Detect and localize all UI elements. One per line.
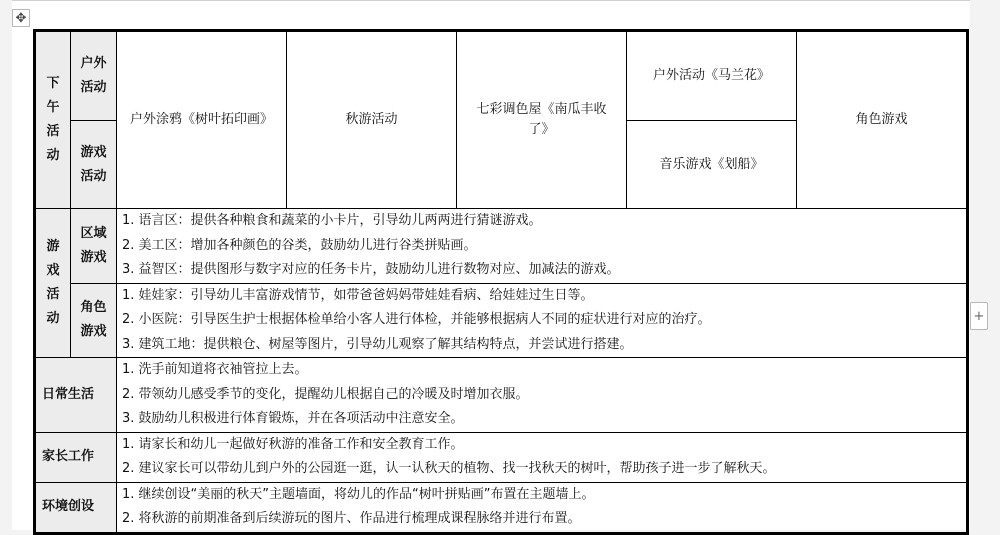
afternoon-cell-4-bottom: 音乐游戏《划船》 bbox=[627, 121, 797, 209]
list-item: 1. 娃娃家：引导幼儿丰富游戏情节，如带爸爸妈妈带娃娃看病、给娃娃过生日等。 bbox=[122, 287, 594, 303]
list-item: 1. 请家长和幼儿一起做好秋游的准备工作和安全教育工作。 bbox=[122, 436, 464, 452]
environment-label: 环境创设 bbox=[35, 482, 117, 533]
add-column-button[interactable] bbox=[970, 302, 988, 330]
daily-life-list bbox=[117, 358, 968, 433]
activity-plan-table bbox=[33, 29, 969, 535]
list-item: 2. 美工区：增加各种颜色的谷类，鼓励幼儿进行谷类拼贴画。 bbox=[122, 237, 477, 253]
list-item: 3. 益智区：提供图形与数字对应的任务卡片，鼓励幼儿进行数物对应、加减法的游戏。 bbox=[122, 262, 620, 277]
parent-work-list bbox=[117, 432, 968, 482]
list-item: 1. 洗手前知道将衣袖管拉上去。 bbox=[122, 362, 308, 377]
area-game-label: 区域 游戏 bbox=[71, 209, 117, 284]
afternoon-activity-label: 下 午 活 动 bbox=[35, 31, 71, 209]
move-arrows-icon: ✥ bbox=[15, 10, 27, 26]
list-item: 2. 建议家长可以带幼儿到户外的公园逛一逛，认一认秋天的植物、找一找秋天的树叶，帮助孩子进一步了解秋天。 bbox=[122, 461, 776, 476]
role-game-list bbox=[117, 283, 968, 358]
outdoor-activity-label: 户外 活动 bbox=[71, 31, 117, 121]
environment-list bbox=[117, 482, 968, 533]
activity-plan-sheet bbox=[33, 29, 966, 535]
list-item: 3. 建筑工地：提供粮仓、树屋等图片，引导幼儿观察了解其结构特点，并尝试进行搭建。 bbox=[122, 336, 633, 352]
game-activities-label: 游 戏 活 动 bbox=[35, 209, 71, 358]
plus-icon: + bbox=[973, 308, 985, 324]
table-move-handle[interactable] bbox=[12, 9, 30, 27]
list-item: 3. 鼓励幼儿积极进行体育锻炼，并在各项活动中注意安全。 bbox=[122, 411, 464, 426]
list-item: 2. 小医院：引导医生护士根据体检单给小客人进行体检，并能够根据病人不同的症状进行对应的治疗。 bbox=[122, 312, 711, 327]
afternoon-cell-4-top: 户外活动《马兰花》 bbox=[627, 31, 797, 121]
list-item: 2. 带领幼儿感受季节的变化，提醒幼儿根据自己的冷暖及时增加衣服。 bbox=[122, 386, 529, 402]
afternoon-cell-3: 七彩调色屋《南瓜丰收了》 bbox=[457, 31, 627, 209]
afternoon-cell-2: 秋游活动 bbox=[287, 31, 457, 209]
list-item: 1. 语言区：提供各种粮食和蔬菜的小卡片，引导幼儿两两进行猜谜游戏。 bbox=[122, 213, 542, 228]
parent-work-label: 家长工作 bbox=[35, 432, 117, 482]
afternoon-cell-1: 户外涂鸦《树叶拓印画》 bbox=[117, 31, 287, 209]
list-item: 1. 继续创设“美丽的秋天”主题墙面，将幼儿的作品“树叶拼贴画”布置在主题墙上。 bbox=[122, 486, 595, 502]
area-game-list bbox=[117, 209, 968, 284]
game-activity-sublabel: 游戏 活动 bbox=[71, 121, 117, 209]
daily-life-label: 日常生活 bbox=[35, 358, 117, 433]
list-item: 2. 将秋游的前期准备到后续游玩的图片、作品进行梳理成课程脉络并进行布置。 bbox=[122, 511, 581, 526]
role-game-label: 角色 游戏 bbox=[71, 283, 117, 358]
afternoon-cell-5: 角色游戏 bbox=[797, 31, 968, 209]
